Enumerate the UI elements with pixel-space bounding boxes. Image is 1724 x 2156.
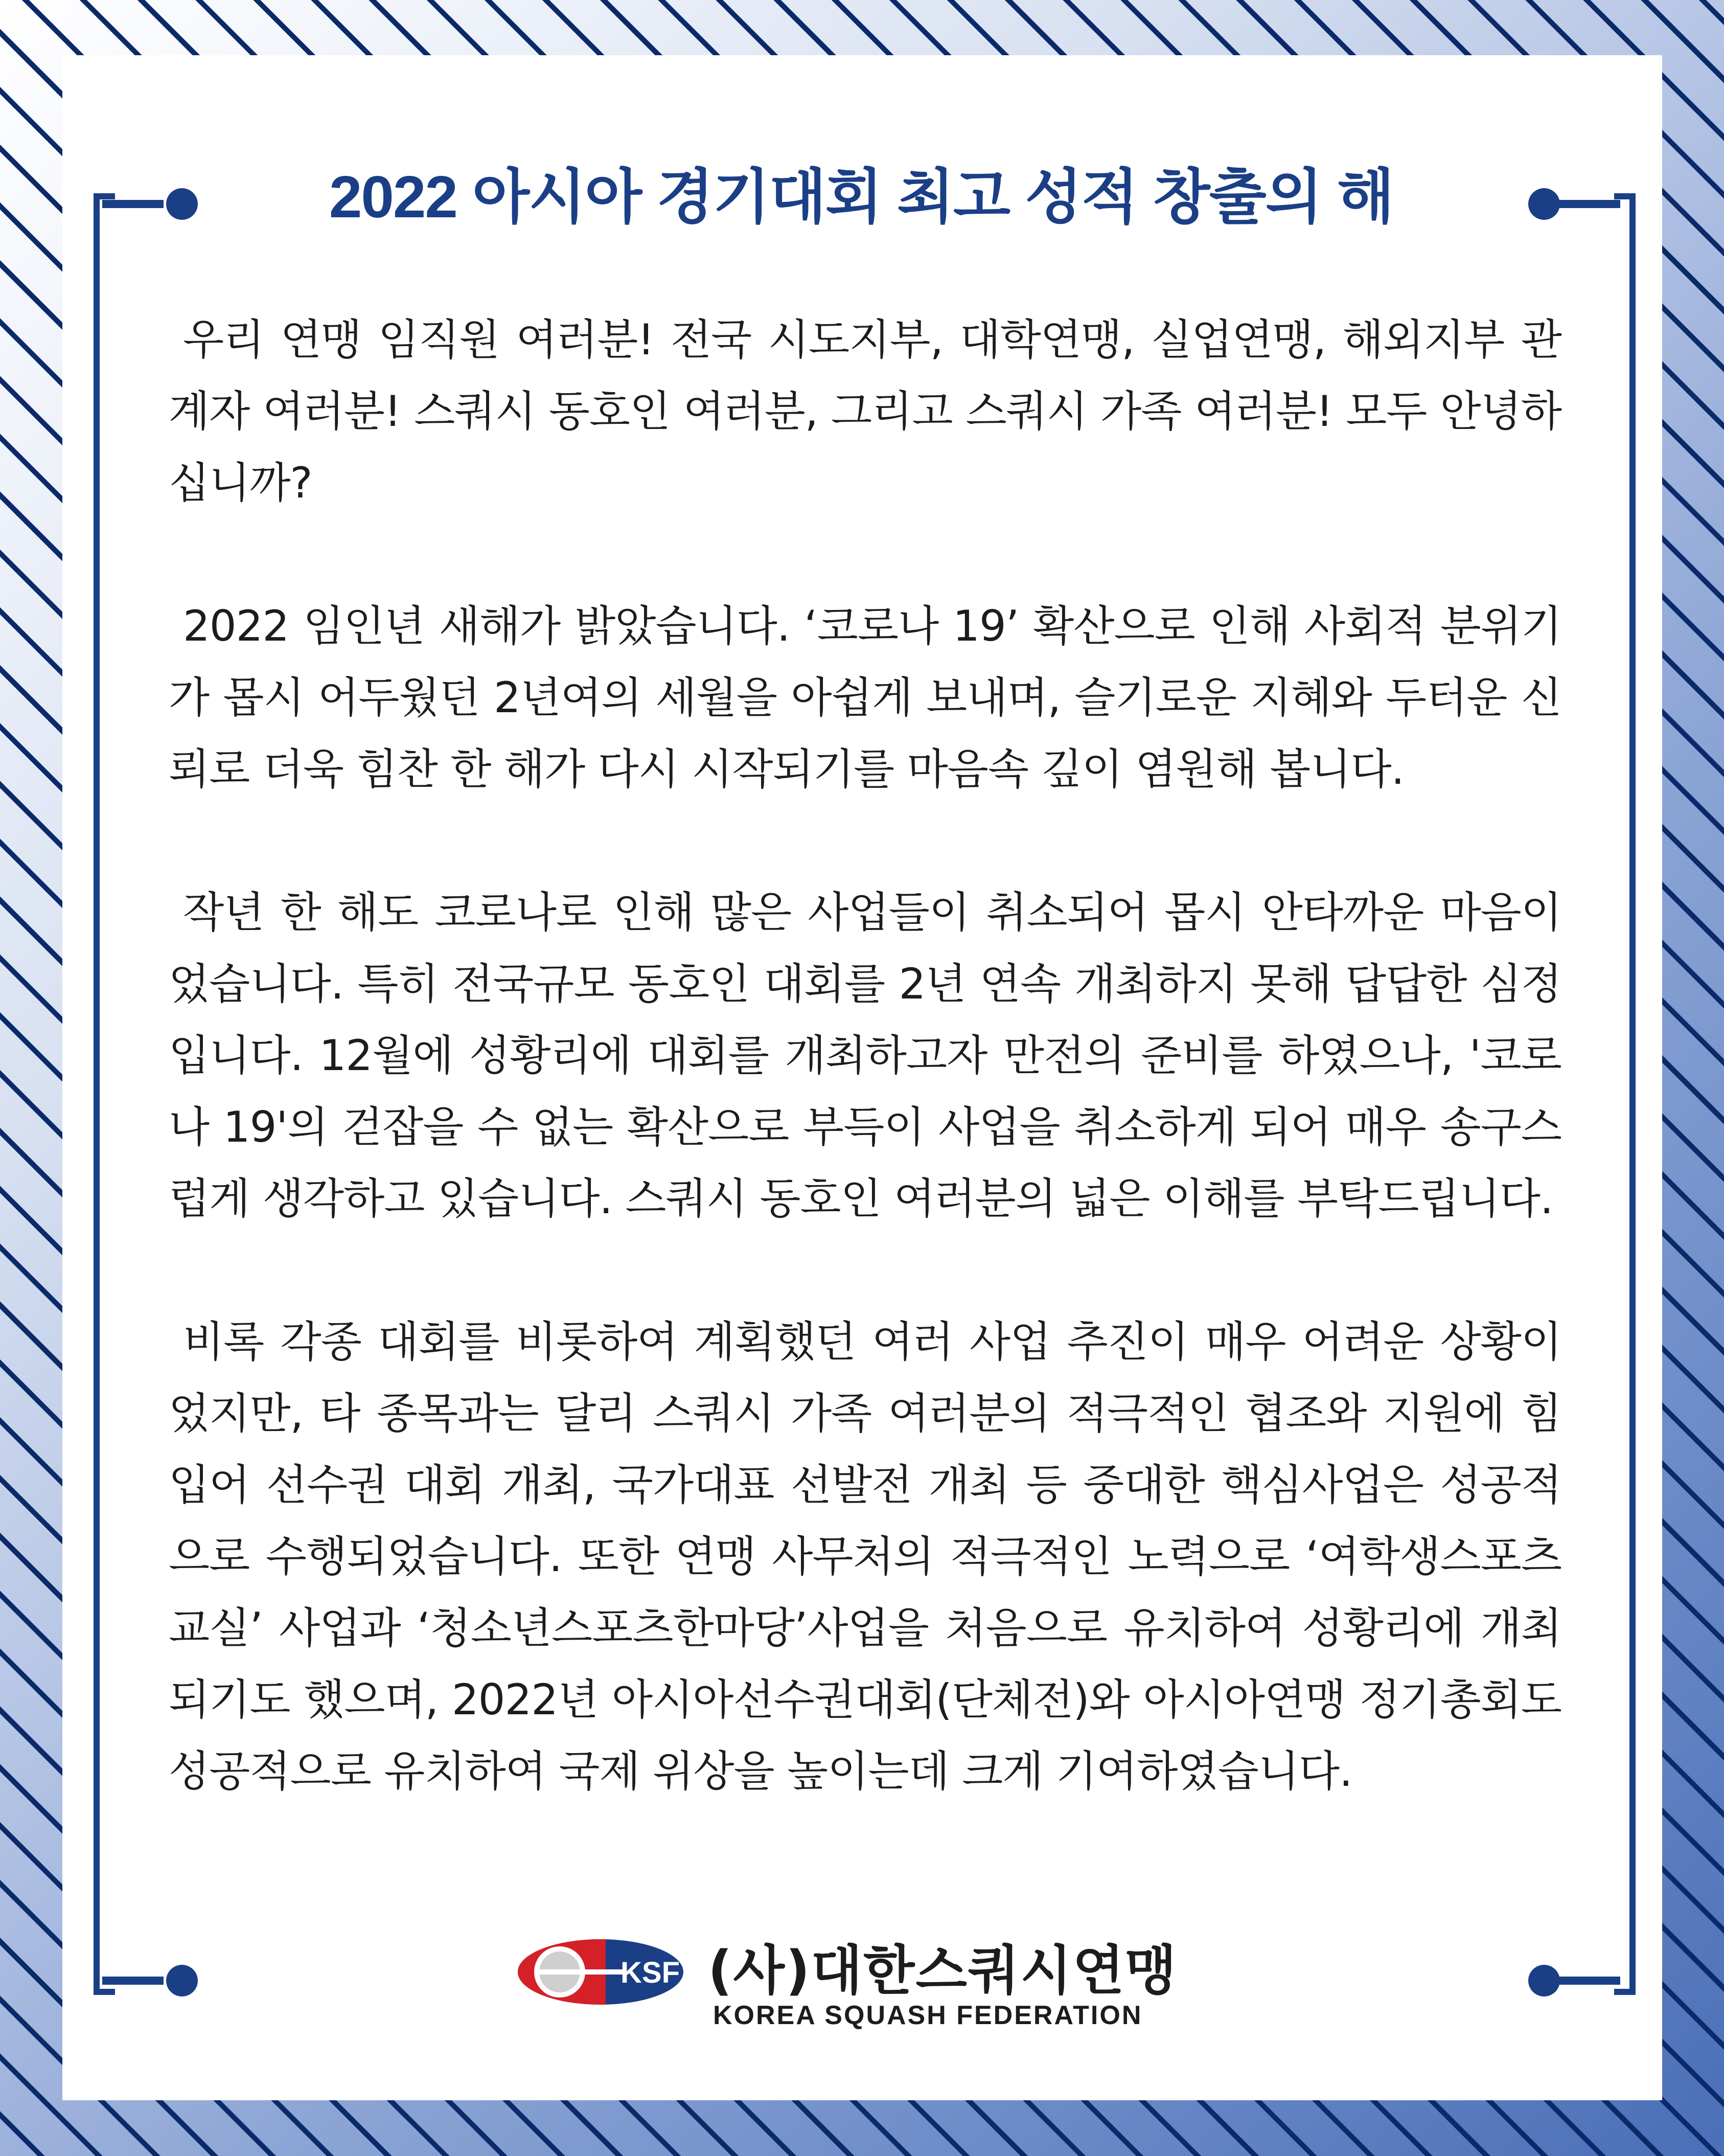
letter-body — [169, 304, 1561, 1879]
frame-bottom-left-dot — [166, 1965, 198, 1996]
frame-bottom-right-bar — [1559, 1977, 1620, 1985]
frame-bottom-left-bar — [102, 1977, 164, 1985]
page-title: 2022 아시아 경기대회 최고 성적 창출의 해 — [329, 164, 1394, 230]
paragraph-achievements: 비록 각종 대회를 비롯하여 계획했던 여러 사업 추진이 매우 어려운 상황이었지만, 타 종목과는 달리 스쿼시 가족 여러분의 적극적인 협조와 지원에 힘입어 선수권 대회 개최, 국가대표 선발전 개최 등 중대한 핵심사업은 성공적으로 수행되었습니다. 또한 연맹 사무처의 적극적인 노력으로 ‘여학생스포츠교실’ 사업과 ‘청소년스포츠한마당’사업을 처음으로 유치하여 성황리에 개최되기도 했으며, 2022년 아시아선수권대회(단체전)와 아시아연맹 정기총회도 성공적으로 유치하여 국제 위상을 높이는데 크게 기여하였습니다. — [169, 1317, 1561, 1796]
frame-top-left-dot — [166, 188, 198, 220]
paragraph-greeting: 우리 연맹 임직원 여러분! 전국 시도지부, 대학연맹, 실업연맹, 해외지부 관계자 여러분! 스쿼시 동호인 여러분, 그리고 스쿼시 가족 여러분! 모두 안녕하십니까? — [169, 315, 1561, 508]
frame-top-left-bar — [102, 200, 164, 208]
frame-right-bracket — [1614, 193, 1636, 1995]
paragraph-last-year: 작년 한 해도 코로나로 인해 많은 사업들이 취소되어 몹시 안타까운 마음이었습니다. 특히 전국규모 동호인 대회를 2년 연속 개최하지 못해 답답한 심정입니다. 12월에 성황리에 대회를 개최하고자 만전의 준비를 하였으나, '코로나 19'의 걷잡을 수 없는 확산으로 부득이 사업을 취소하게 되어 매우 송구스럽게 생각하고 있습니다. 스쿼시 동호인 여러분의 넓은 이해를 부탁드립니다. — [169, 888, 1561, 1223]
frame-top-right-dot — [1528, 188, 1560, 220]
paragraph-new-year: 2022 임인년 새해가 밝았습니다. ‘코로나 19’ 확산으로 인해 사회적 분위기가 몹시 어두웠던 2년여의 세월을 아쉽게 보내며, 슬기로운 지혜와 두터운 신뢰로 더욱 힘찬 한 해가 다시 시작되기를 마음속 깊이 염원해 봅니다. — [169, 601, 1561, 794]
frame-left-bracket — [94, 193, 115, 1995]
frame-top-right-bar — [1559, 200, 1620, 208]
federation-logo — [516, 1927, 1222, 2035]
frame-bottom-right-dot — [1528, 1965, 1560, 1996]
svg-text:KSF: KSF — [620, 1956, 680, 1989]
logo-english-name: KOREA SQUASH FEDERATION — [713, 2001, 1143, 2030]
logo-korean-name: (사)대한스쿼시연맹 — [708, 1939, 1178, 2002]
ksf-emblem-icon — [516, 1938, 685, 2007]
